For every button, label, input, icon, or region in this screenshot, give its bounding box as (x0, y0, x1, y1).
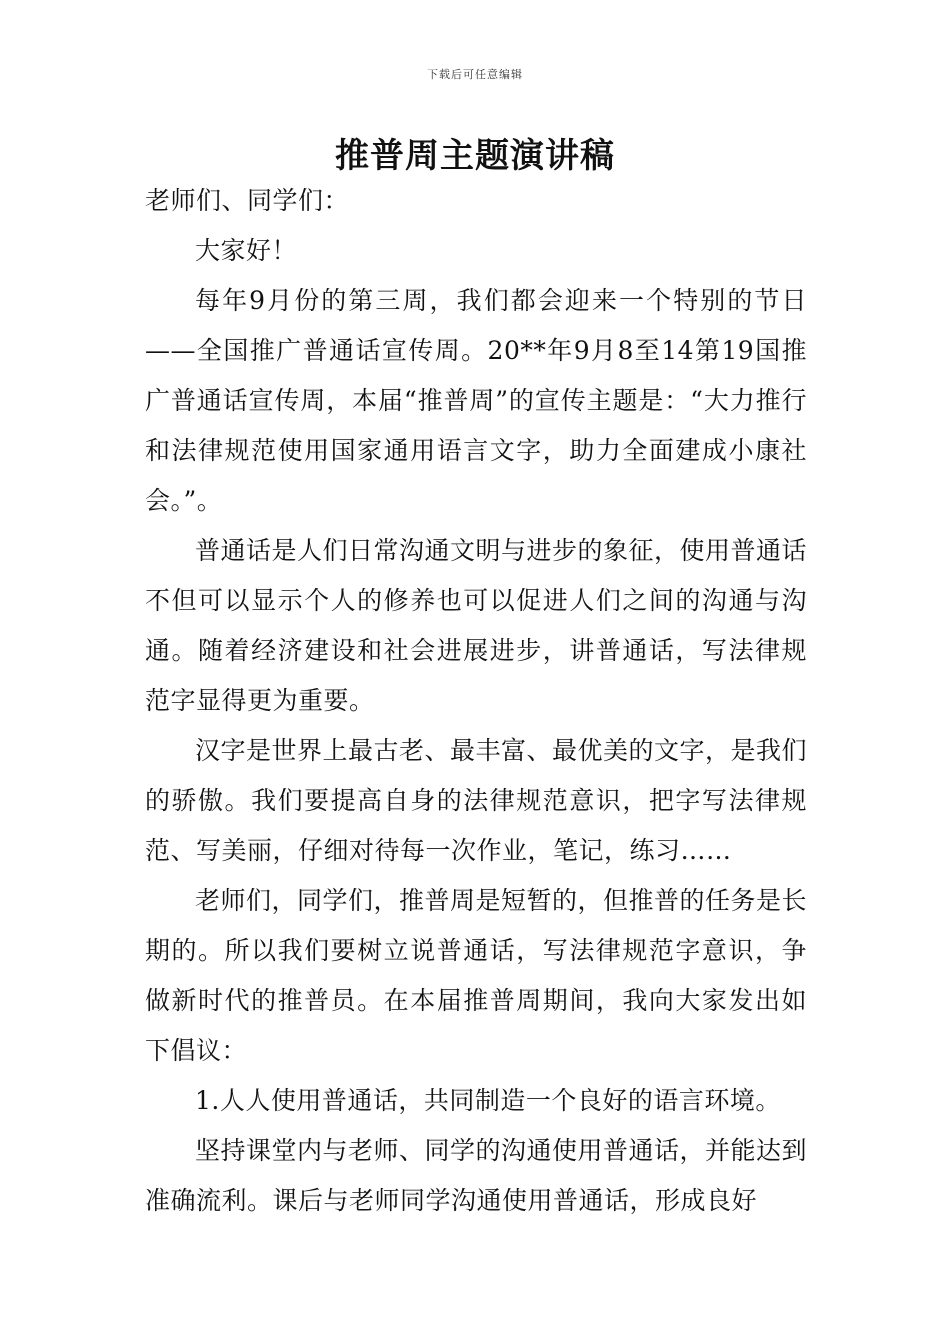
paragraph-hanzi: 汉字是世界上最古老、最丰富、最优美的文字，是我们的骄傲。我们要提高自身的法律规范意识，把字写法律规范、写美丽，仔细对待每一次作业，笔记，练习…… (145, 736, 808, 865)
document-title: 推普周主题演讲稿 (335, 136, 615, 176)
salutation: 老师们、同学们： (145, 186, 350, 215)
document-body (145, 176, 807, 1226)
paragraph-appeal: 老师们，同学们，推普周是短暂的，但推普的任务是长期的。所以我们要树立说普通话，写法律规范字意识，争做新时代的推普员。在本届推普周期间，我向大家发出如下倡议： (145, 886, 808, 1065)
paragraph-putonghua: 普通话是人们日常沟通文明与进步的象征，使用普通话不但可以显示个人的修养也可以促进人们之间的沟通与沟通。随着经济建设和社会进展进步，讲普通话，写法律规范字显得更为重要。 (145, 536, 808, 715)
paragraph-intro: 每年9月份的第三周，我们都会迎来一个特别的节日——全国推广普通话宣传周。20**年9月8至14第19国推广普通话宣传周，本届“推普周”的宣传主题是：“大力推行和法律规范使用国家通用语言文字，助力全面建成小康社会。”。 (145, 286, 807, 515)
list-item-1: 1.人人使用普通话，共同制造一个良好的语言环境。 (195, 1086, 781, 1115)
header-note: 下载后可任意编辑 (427, 68, 523, 81)
paragraph-classroom: 坚持课堂内与老师、同学的沟通使用普通话，并能达到准确流利。课后与老师同学沟通使用普通话，形成良好 (145, 1136, 808, 1215)
greeting: 大家好！ (195, 236, 298, 265)
